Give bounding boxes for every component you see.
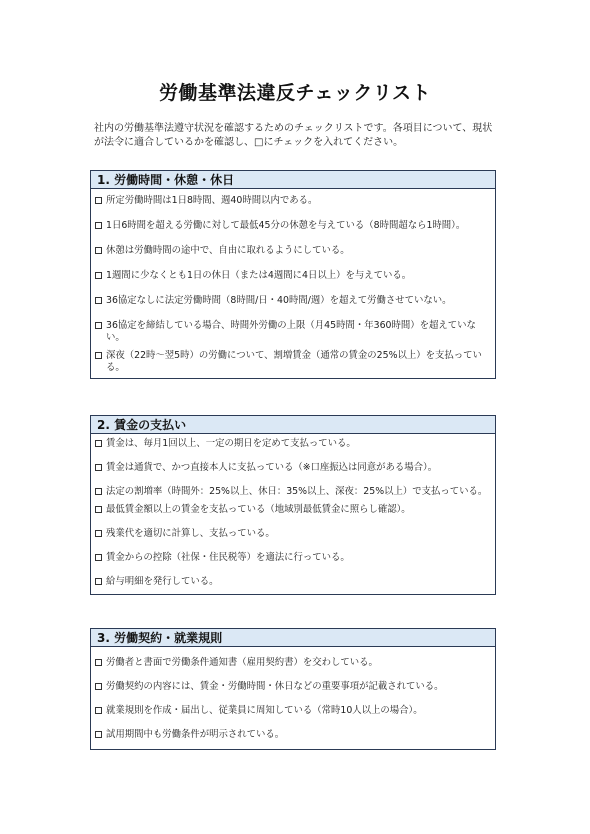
checkbox[interactable] <box>95 554 102 561</box>
section-heading: 1. 労働時間・休憩・休日 <box>91 171 495 189</box>
checklist-item-text: 給与明細を発行している。 <box>106 576 219 587</box>
section-working-hours <box>90 170 496 379</box>
checklist-item-text: 試用期間中も労働条件が明示されている。 <box>106 729 285 740</box>
checklist-item-text: 残業代を適切に計算し、支払っている。 <box>106 528 275 539</box>
section-heading: 3. 労働契約・就業規則 <box>91 629 495 647</box>
checklist-item-text: 1週間に少なくとも1日の休日（または4週間に4日以上）を与えている。 <box>106 270 412 281</box>
checklist-item-text: 法定の割増率（時間外：25%以上、休日：35%以上、深夜：25%以上）で支払っている。 <box>106 486 488 497</box>
checklist-item[interactable] <box>95 350 491 374</box>
checklist-item-text: 賃金からの控除（社保・住民税等）を適法に行っている。 <box>106 552 350 563</box>
checklist-item-text: 深夜（22時〜翌5時）の労働について、割増賃金（通常の賃金の25%以上）を支払っている。 <box>106 350 482 373</box>
checklist-item-text: 就業規則を作成・届出し、従業員に周知している（常時10人以上の場合）。 <box>106 705 423 716</box>
checklist-item[interactable] <box>95 320 491 344</box>
checkbox[interactable] <box>95 530 102 537</box>
checklist-item[interactable] <box>95 245 491 257</box>
checklist-item[interactable] <box>95 220 491 232</box>
checklist-item[interactable] <box>95 486 491 498</box>
checkbox[interactable] <box>95 659 102 666</box>
checkbox[interactable] <box>95 731 102 738</box>
checklist-item-text: 36協定なしに法定労働時間（8時間/日・40時間/週）を超えて労働させていない。 <box>106 295 452 306</box>
checkbox[interactable] <box>95 352 102 359</box>
checklist-item-text: 1日6時間を超える労働に対して最低45分の休憩を与えている（8時間超なら1時間）。 <box>106 220 466 231</box>
checkbox[interactable] <box>95 440 102 447</box>
section-wages <box>90 415 496 595</box>
checklist-item[interactable] <box>95 705 491 717</box>
intro-text: 社内の労働基準法遵守状況を確認するためのチェックリストです。各項目について、現状が法令に適合しているかを確認し、□にチェックを入れてください。 <box>94 123 493 148</box>
checklist-item-text: 労働者と書面で労働条件通知書（雇用契約書）を交わしている。 <box>106 657 378 668</box>
checklist-item[interactable] <box>95 295 491 307</box>
checklist-item[interactable] <box>95 270 491 282</box>
checkbox[interactable] <box>95 683 102 690</box>
checklist-item[interactable] <box>95 528 491 540</box>
checklist-item[interactable] <box>95 438 491 450</box>
section-heading: 2. 賃金の支払い <box>91 416 495 434</box>
checklist-item-text: 賃金は、毎月1回以上、一定の期日を定めて支払っている。 <box>106 438 356 449</box>
checklist-item-text: 最低賃金額以上の賃金を支払っている（地域別最低賃金に照らし確認）。 <box>106 504 411 515</box>
checkbox[interactable] <box>95 707 102 714</box>
checklist-item[interactable] <box>95 504 491 516</box>
checkbox[interactable] <box>95 578 102 585</box>
checklist-item-text: 賃金は通貨で、かつ直接本人に支払っている（※口座振込は同意がある場合）。 <box>106 462 438 473</box>
checklist-item[interactable] <box>95 195 491 207</box>
checklist-item-text: 所定労働時間は1日8時間、週40時間以内である。 <box>106 195 318 206</box>
checklist-item-text: 労働契約の内容には、賃金・労働時間・休日などの重要事項が記載されている。 <box>106 681 444 692</box>
checkbox[interactable] <box>95 488 102 495</box>
checklist-item-text: 休憩は労働時間の途中で、自由に取れるようにしている。 <box>106 245 350 256</box>
checklist-item[interactable] <box>95 462 491 474</box>
checklist-item[interactable] <box>95 576 491 588</box>
checklist-item[interactable] <box>95 657 491 669</box>
section-labor-contract <box>90 628 496 750</box>
checkbox[interactable] <box>95 506 102 513</box>
checkbox[interactable] <box>95 322 102 329</box>
checklist-item[interactable] <box>95 681 491 693</box>
document-title: 労働基準法違反チェックリスト <box>158 82 432 104</box>
checkbox[interactable] <box>95 272 102 279</box>
checkbox[interactable] <box>95 247 102 254</box>
checklist-item[interactable] <box>95 729 491 741</box>
checklist-item-text: 36協定を締結している場合、時間外労働の上限（月45時間・年360時間）を超えていない。 <box>106 320 476 343</box>
checkbox[interactable] <box>95 222 102 229</box>
checkbox[interactable] <box>95 197 102 204</box>
checkbox[interactable] <box>95 464 102 471</box>
checkbox[interactable] <box>95 297 102 304</box>
checklist-item[interactable] <box>95 552 491 564</box>
